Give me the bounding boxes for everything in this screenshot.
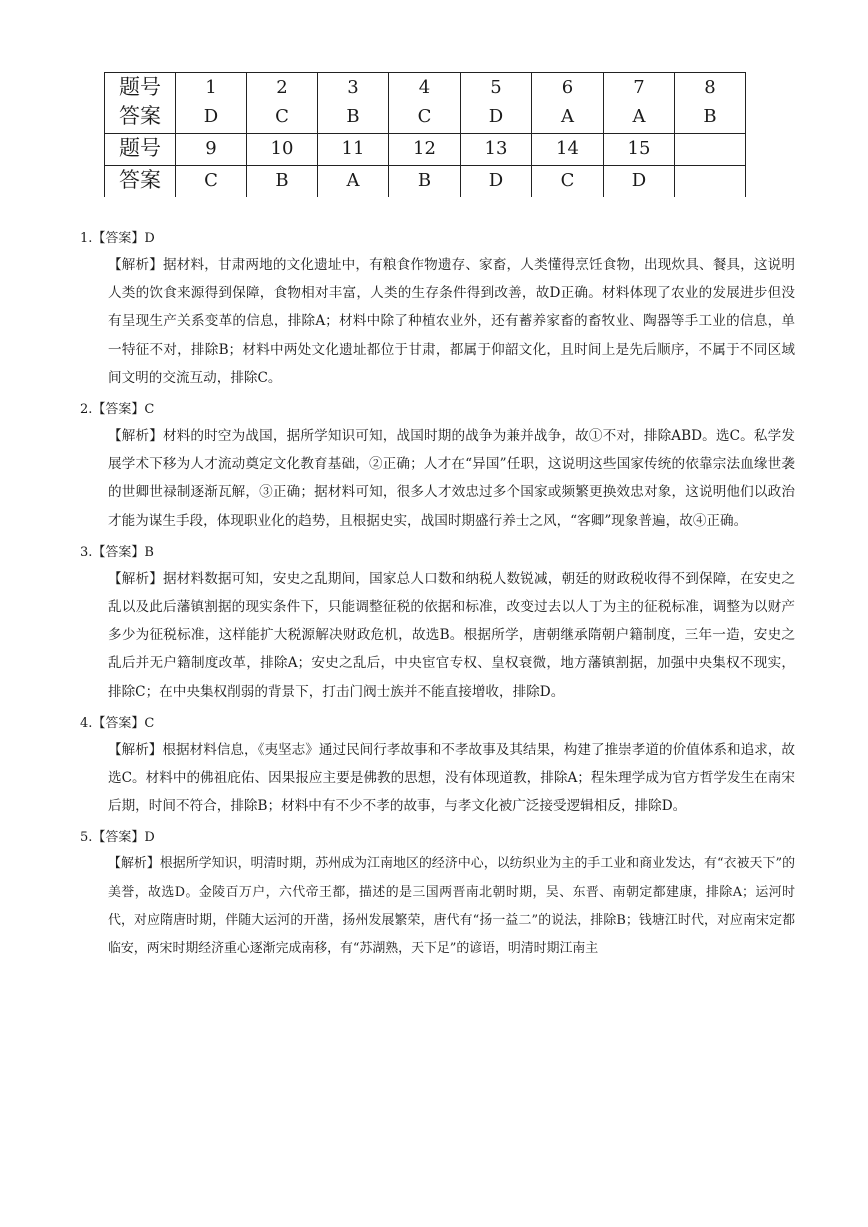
table-cell: [461, 73, 532, 134]
table-cell: [318, 73, 389, 134]
answer-value: D: [488, 106, 504, 127]
answer-value: B: [389, 166, 461, 198]
analysis-text: 【解析】材料的时空为战国，据所学知识可知，战国时期的战争为兼并战争，故①不对，排除ABD。选C。私学发展学术下移为人才流动奠定文化教育基础，②正确；人才在“异国”任职，这说明这些国家传统的依靠宗法血缘世袭的世卿世禄制逐渐瓦解，③正确；据材料可知，很多人才效忠过多个国家或频繁更换效忠对象，这说明他们以政治才能为谋生手段，体现职业化的趋势，且根据史实，战国时期盛行养士之风，“客卿”现象普遍，故④正确。: [108, 428, 795, 529]
table-cell: [532, 73, 604, 134]
analysis-text: 【解析】据材料，甘肃两地的文化遗址中，有粮食作物遗存、家畜，人类懂得烹饪食物，出现炊具、餐具，这说明人类的饮食来源得到保障，食物相对丰富，人类的生存条件得到改善，故D正确。材料体现了农业的发展进步但没有呈现生产关系变革的信息，排除A；材料中除了种植农业外，还有蓄养家畜的畜牧业、陶器等手工业的信息，单一特征不对，排除B；材料中两处文化遗址都位于甘肃，都属于仰韶文化，且时间上是先后顺序，不属于不同区域间文明的交流互动，排除C。: [108, 257, 795, 386]
answer-value: D: [203, 106, 219, 127]
answer-value: C: [532, 166, 604, 198]
answer-value: D: [461, 166, 532, 198]
answer-value: C: [275, 106, 289, 127]
question-number: 4: [418, 77, 431, 98]
question-number: 8: [704, 77, 716, 98]
answer-label: 答案: [119, 104, 161, 128]
table-row: [105, 73, 746, 134]
answer-table: [104, 72, 746, 197]
answer-value: A: [632, 106, 646, 127]
table-cell: [389, 73, 461, 134]
header-cell: [105, 73, 176, 134]
answer-value: C: [176, 166, 247, 198]
answer-line: 3.【答案】B: [80, 544, 154, 560]
question-item-3: [80, 541, 795, 706]
analysis-text: 【解析】根据所学知识，明清时期，苏州成为江南地区的经济中心，以纺织业为主的手工业和商业发达，有“衣被天下”的美誉，故选D。金陵百万户，六代帝王都，描述的是三国两晋南北朝时期，吴、东晋、南朝定都建康，排除A；运河时代，对应隋唐时期，伴随大运河的开凿，扬州发展繁荣，唐代有“扬一益二”的说法，排除B；钱塘江时代，对应南宋定都临安，两宋时期经济重心逐渐完成南移，有“苏湖熟，天下足”的谚语，明清时期江南主: [108, 856, 795, 957]
answer-value: B: [247, 166, 318, 198]
question-number: [675, 134, 746, 166]
answer-line: 4.【答案】C: [80, 715, 155, 731]
answer-value: B: [703, 106, 717, 127]
question-number-label: 题号: [105, 134, 176, 166]
question-number: 5: [490, 77, 502, 98]
question-number: 13: [461, 134, 532, 166]
answer-value: B: [346, 106, 360, 127]
table-row: [105, 134, 746, 166]
answer-value: A: [561, 106, 574, 127]
question-item-1: [80, 227, 795, 392]
question-number: 14: [532, 134, 604, 166]
question-number: 15: [604, 134, 675, 166]
answer-value: [675, 166, 746, 198]
analysis-text: 【解析】据材料数据可知，安史之乱期间，国家总人口数和纳税人数锐减，朝廷的财政税收得不到保障，在安史之乱以及此后藩镇割据的现实条件下，只能调整征税的依据和标准，改变过去以人丁为主的征税标准，调整为以财产多少为征税标准，这样能扩大税源解决财政危机，故选B。根据所学，唐朝继承隋朝户籍制度，三年一造，安史之乱后并无户籍制度改革，排除A；安史之乱后，中央宦官专权、皇权衰微，地方藩镇割据，加强中央集权不现实，排除C；在中央集权削弱的背景下，打击门阀士族并不能直接增收，排除D。: [108, 570, 795, 700]
question-number: 7: [633, 77, 645, 98]
answer-label: 答案: [105, 166, 176, 198]
question-item-2: [80, 398, 795, 535]
explanations: [80, 227, 795, 969]
answer-value: D: [604, 166, 675, 198]
question-number: 1: [205, 77, 217, 98]
question-number: 9: [176, 134, 247, 166]
table-cell: [604, 73, 675, 134]
answer-value: C: [417, 106, 432, 127]
answer-line: 2.【答案】C: [80, 402, 155, 418]
question-number-label: 题号: [119, 75, 161, 99]
table-cell: [675, 73, 746, 134]
question-number: 6: [561, 77, 574, 98]
question-number: 2: [276, 77, 288, 98]
question-number: 12: [389, 134, 461, 166]
answer-value: A: [318, 166, 389, 198]
table-cell: [176, 73, 247, 134]
answer-line: 1.【答案】D: [80, 231, 155, 246]
analysis-text: 【解析】根据材料信息，《夷坚志》通过民间行孝故事和不孝故事及其结果，构建了推崇孝道的价值体系和追求，故选C。材料中的佛祖庇佑、因果报应主要是佛教的思想，没有体现道教，排除A；程朱理学成为官方哲学发生在南宋后期，时间不符合，排除B；材料中有不少不孝的故事，与孝文化被广泛接受逻辑相反，排除D。: [108, 741, 795, 815]
question-item-4: [80, 712, 795, 821]
question-number: 10: [247, 134, 318, 166]
table-cell: [247, 73, 318, 134]
question-number: 11: [318, 134, 389, 166]
answer-line: 5.【答案】D: [80, 830, 155, 846]
question-number: 3: [347, 77, 359, 98]
question-item-5: [80, 826, 795, 963]
table-row: [105, 166, 746, 198]
